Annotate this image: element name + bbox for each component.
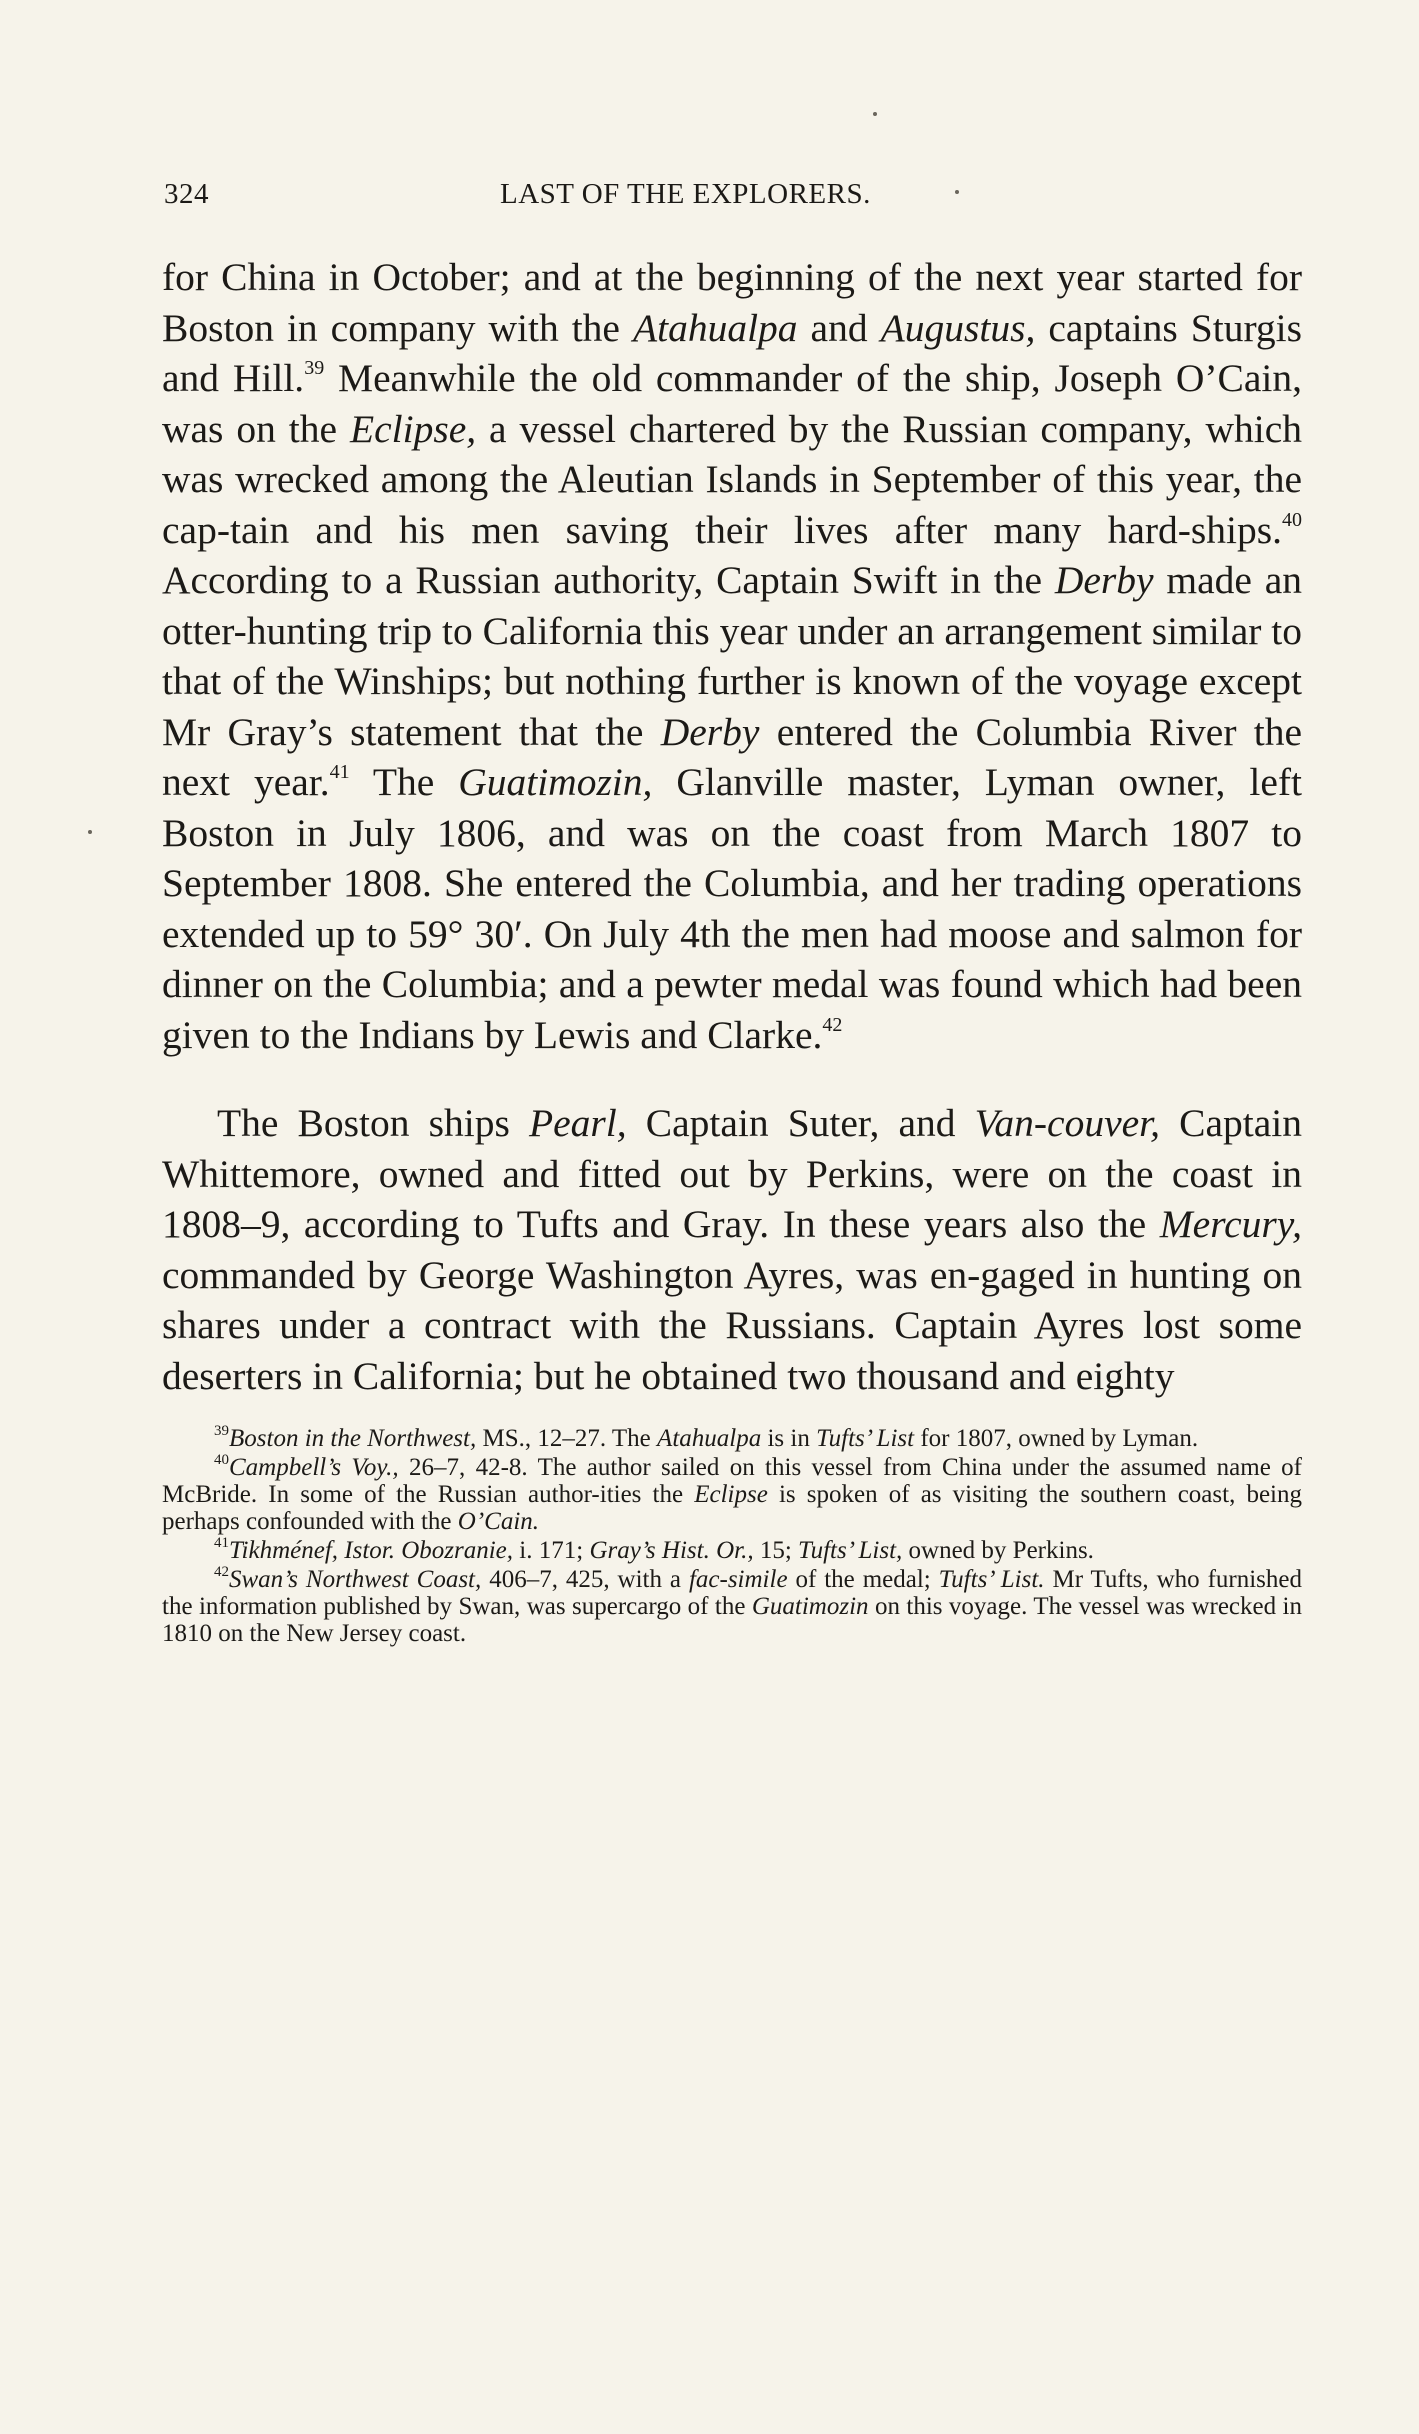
page-number: 324 bbox=[164, 178, 209, 210]
text-run: and bbox=[797, 305, 881, 350]
stray-mark bbox=[873, 112, 877, 116]
italic-text: O’Cain. bbox=[457, 1508, 540, 1535]
italic-text: Atahualpa bbox=[632, 305, 798, 350]
text-run: The Boston ships bbox=[217, 1101, 529, 1145]
text-run: for China in October; and at the beginning of the next year started for Boston in company with the bbox=[162, 255, 1302, 350]
italic-text: Eclipse bbox=[694, 1481, 768, 1508]
footnote-number: 40 bbox=[214, 1452, 229, 1468]
text-run: The bbox=[349, 760, 459, 804]
text-run: Captain Whittemore, owned and fitted out by Perkins, were on the coast in 1808–9, according to Tufts and Gray. In these years also the bbox=[162, 1101, 1303, 1246]
italic-text: Tufts’ List. bbox=[938, 1566, 1045, 1593]
text-run: Captain Suter, and bbox=[626, 1101, 975, 1145]
italic-text: Boston in the Northwest, bbox=[229, 1425, 477, 1452]
italic-text: Gray’s Hist. Or., bbox=[589, 1537, 754, 1564]
text-run: of the medal; bbox=[787, 1566, 939, 1593]
text-run: on this voyage. The vessel was wrecked in 1810 on the New Jersey coast. bbox=[162, 1593, 1302, 1647]
stray-mark bbox=[88, 830, 92, 834]
text-run: 406–7, 425, with a bbox=[481, 1566, 689, 1593]
italic-text: Pearl, bbox=[528, 1101, 627, 1145]
footnote-number: 42 bbox=[214, 1564, 229, 1580]
text-run: 15; bbox=[753, 1537, 799, 1564]
footnote bbox=[162, 1425, 1302, 1452]
text-run: Glanville master, Lyman owner, left Boston in July 1806, and was on the coast from March 1807 to September 1808. She entered the Columbia, and her trading operations extended up to 59° 30′. On July 4th the men had moose and salmon for dinner on the Columbia; and a pewter medal was found which had been given to the Indians by Lewis and Clarke. bbox=[162, 760, 1303, 1057]
footnote-number: 41 bbox=[214, 1535, 229, 1551]
running-title: LAST OF THE EXPLORERS. bbox=[500, 178, 871, 210]
italic-text: Guatimozin bbox=[751, 1593, 869, 1620]
text-run: owned by Perkins. bbox=[902, 1537, 1094, 1564]
italic-text: Van-couver, bbox=[974, 1101, 1161, 1145]
text-run: made an otter-hunting trip to California this year under an arrangement similar to that of the Winships; but nothing further is known of the voyage except Mr Gray’s statement that the bbox=[162, 558, 1302, 754]
italic-text: Tufts’ List, bbox=[798, 1537, 903, 1564]
footnote-ref: 39 bbox=[304, 357, 325, 379]
text-run: i. 171; bbox=[513, 1537, 590, 1564]
italic-text: Atahualpa bbox=[657, 1425, 762, 1452]
italic-text: Eclipse, bbox=[349, 406, 477, 451]
italic-text: Derby bbox=[660, 709, 760, 754]
italic-text: fac-simile bbox=[688, 1566, 788, 1593]
text-run: commanded by George Washington Ayres, was en-gaged in hunting on shares under a contract with the Russians. Captain Ayres lost some deserters in California; but he obtained two thousand and eighty bbox=[162, 1252, 1302, 1398]
footnote-ref: 41 bbox=[329, 761, 350, 783]
footnote-ref: 42 bbox=[822, 1013, 843, 1036]
italic-text: Derby bbox=[1054, 558, 1154, 602]
italic-text: Campbell’s Voy., bbox=[229, 1454, 399, 1481]
italic-text: Swan’s Northwest Coast, bbox=[229, 1566, 482, 1593]
text-run: entered the Columbia River the next year. bbox=[162, 709, 1303, 804]
footnote bbox=[162, 1454, 1302, 1535]
italic-text: Augustus, bbox=[880, 305, 1036, 350]
footnotes bbox=[162, 1425, 1302, 1647]
italic-text: Mercury, bbox=[1159, 1202, 1302, 1246]
paragraph bbox=[162, 1098, 1302, 1401]
text-run: Meanwhile the old commander of the ship, Joseph O’Cain, was on the bbox=[162, 356, 1303, 451]
text-run: is spoken of as visiting the southern coast, being perhaps confounded with the bbox=[162, 1481, 1302, 1535]
stray-mark bbox=[955, 190, 959, 194]
italic-text: Guatimozin, bbox=[458, 760, 653, 804]
paragraph bbox=[162, 252, 1302, 1060]
body-text bbox=[162, 252, 1302, 1401]
footnote-ref: 40 bbox=[1282, 508, 1302, 531]
text-run: is in bbox=[761, 1425, 817, 1452]
book-page bbox=[162, 170, 1302, 1649]
text-run: captains Sturgis and Hill. bbox=[162, 305, 1302, 400]
text-run: MS., 12–27. The bbox=[476, 1425, 658, 1452]
footnote-number: 39 bbox=[214, 1423, 229, 1439]
text-run: 26–7, 42-8. The author sailed on this vessel from China under the assumed name of McBride. In some of the Russian author-ities the bbox=[162, 1454, 1302, 1508]
text-run: a vessel chartered by the Russian company, which was wrecked among the Aleutian Islands in September of this year, the cap-tain and his men saving their lives after many hard-ships. bbox=[162, 406, 1302, 552]
footnote bbox=[162, 1566, 1302, 1647]
italic-text: Tufts’ List bbox=[816, 1425, 915, 1452]
running-head bbox=[162, 170, 1302, 230]
italic-text: Tikhménef, Istor. Obozranie, bbox=[229, 1537, 514, 1564]
text-run: According to a Russian authority, Captain Swift in the bbox=[162, 558, 1055, 602]
footnote bbox=[162, 1537, 1302, 1564]
text-run: for 1807, owned by Lyman. bbox=[914, 1425, 1199, 1452]
text-run: Mr Tufts, who furnished the information published by Swan, was supercargo of the bbox=[162, 1566, 1302, 1620]
